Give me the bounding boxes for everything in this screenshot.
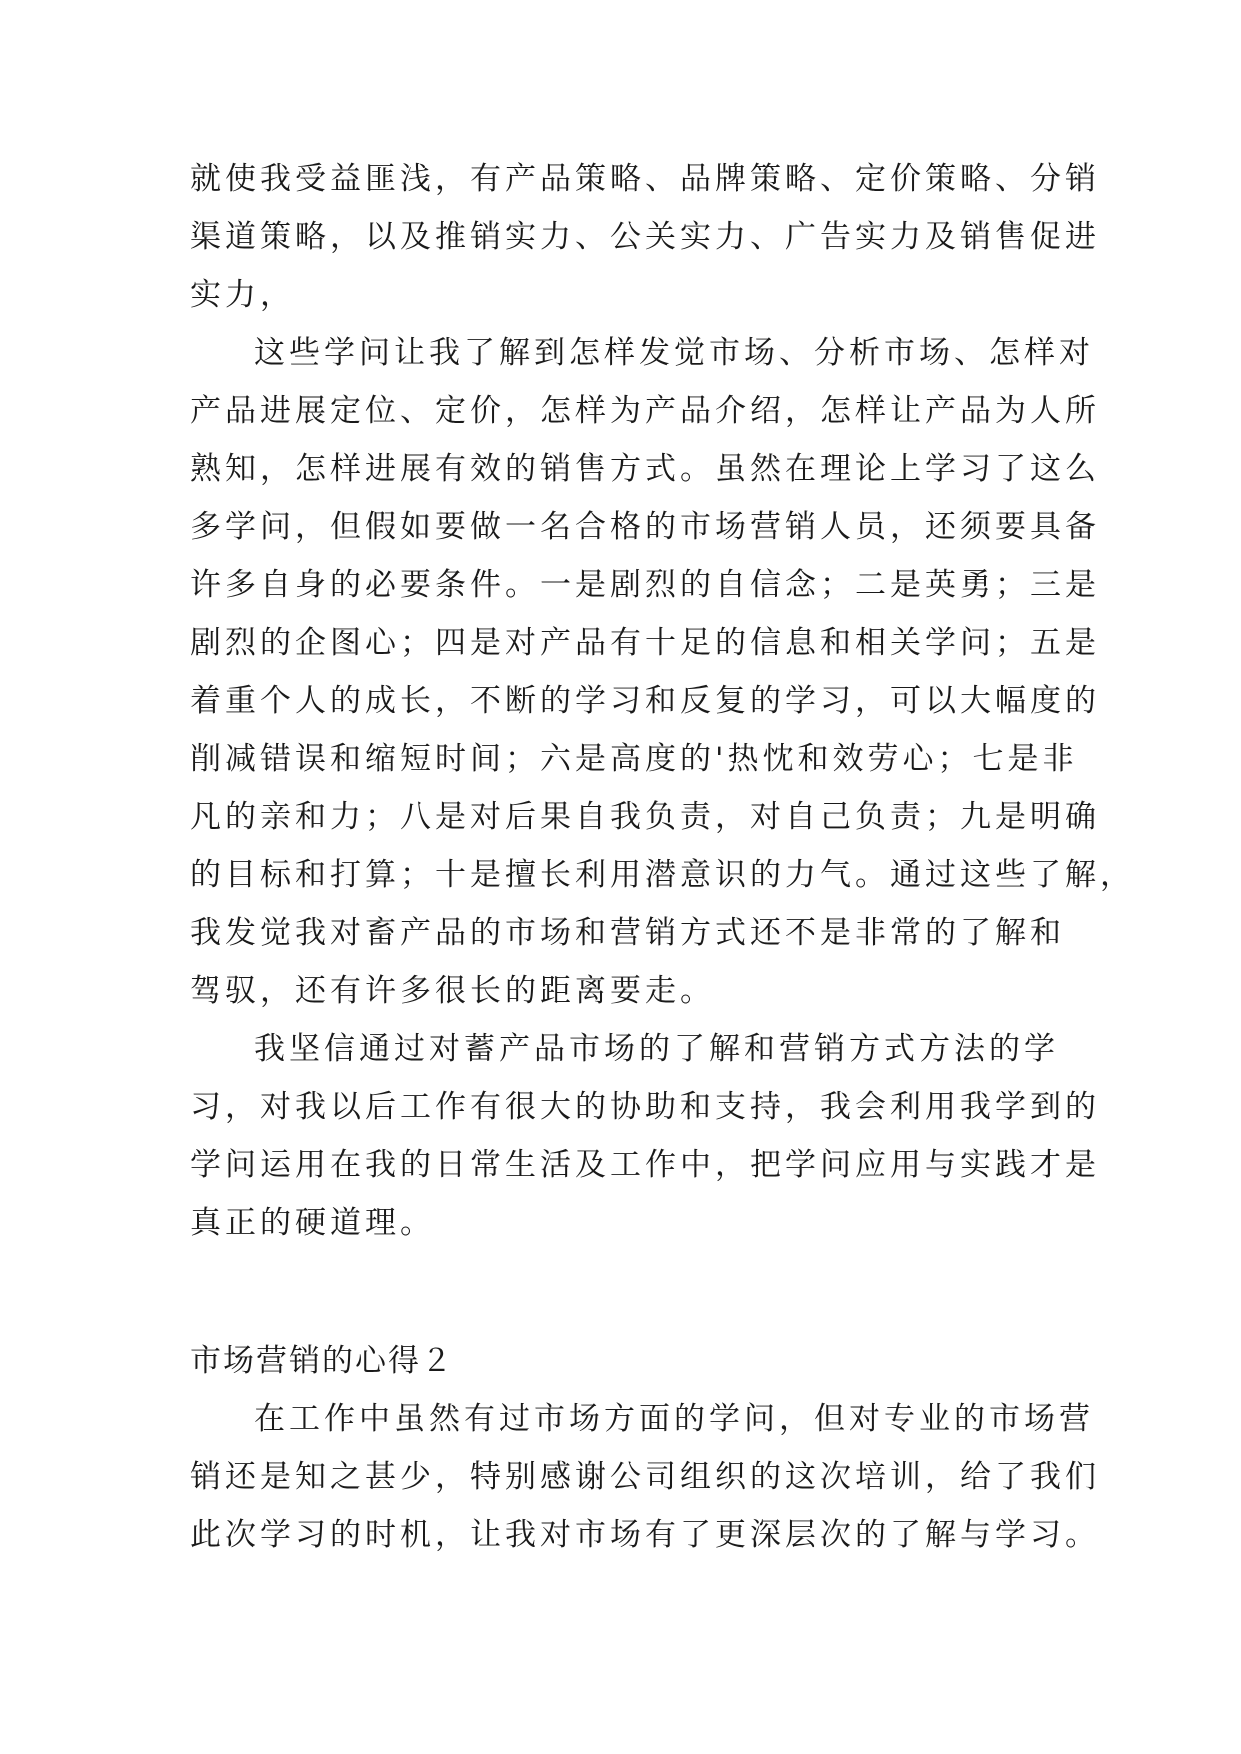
text-line: 实力， [190,277,295,313]
text-line: 剧烈的企图心；四是对产品有十足的信息和相关学问；五是 [190,625,1100,661]
text-line: 产品进展定位、定价，怎样为产品介绍，怎样让产品为人所 [190,393,1100,429]
paragraph-4 [190,1390,1100,1564]
text-line: 学问运用在我的日常生活及工作中，把学问应用与实践才是 [190,1147,1100,1183]
text-line: 真正的硬道理。 [190,1205,435,1241]
text-line: 此次学习的时机，让我对市场有了更深层次的了解与学习。 [190,1517,1100,1553]
body-text [190,150,1135,1564]
text-line: 许多自身的必要条件。一是剧烈的自信念；二是英勇；三是 [190,567,1100,603]
text-line: 在工作中虽然有过市场方面的学问，但对专业的市场营 [254,1401,1094,1437]
paragraph-3 [190,1020,1100,1252]
text-line: 渠道策略，以及推销实力、公关实力、广告实力及销售促进 [190,219,1100,255]
text-line: 的目标和打算；十是擅长利用潜意识的力气。通过这些了解， [190,857,1135,893]
text-line: 习，对我以后工作有很大的协助和支持，我会利用我学到的 [190,1089,1100,1125]
text-line: 这些学问让我了解到怎样发觉市场、分析市场、怎样对 [254,335,1094,371]
text-line: 销还是知之甚少，特别感谢公司组织的这次培训，给了我们 [190,1459,1100,1495]
text-line: 就使我受益匪浅，有产品策略、品牌策略、定价策略、分销 [190,161,1100,197]
text-line: 我坚信通过对蓄产品市场的了解和营销方式方法的学 [254,1031,1059,1067]
text-line: 驾驭，还有许多很长的距离要走。 [190,973,715,1009]
section-spacer [190,1252,1070,1332]
section-heading: 市场营销的心得２ [190,1343,454,1379]
paragraph-1 [190,150,1100,324]
paragraph-2 [190,324,1135,1020]
text-line: 多学问，但假如要做一名合格的市场营销人员，还须要具备 [190,509,1100,545]
text-line: 着重个人的成长，不断的学习和反复的学习，可以大幅度的 [190,683,1100,719]
text-line: 凡的亲和力；八是对后果自我负责，对自己负责；九是明确 [190,799,1100,835]
text-line: 我发觉我对畜产品的市场和营销方式还不是非常的了解和 [190,915,1065,951]
text-line: 熟知，怎样进展有效的销售方式。虽然在理论上学习了这么 [190,451,1100,487]
text-line: 削减错误和缩短时间；六是高度的'热忱和效劳心；七是非 [190,741,1078,777]
